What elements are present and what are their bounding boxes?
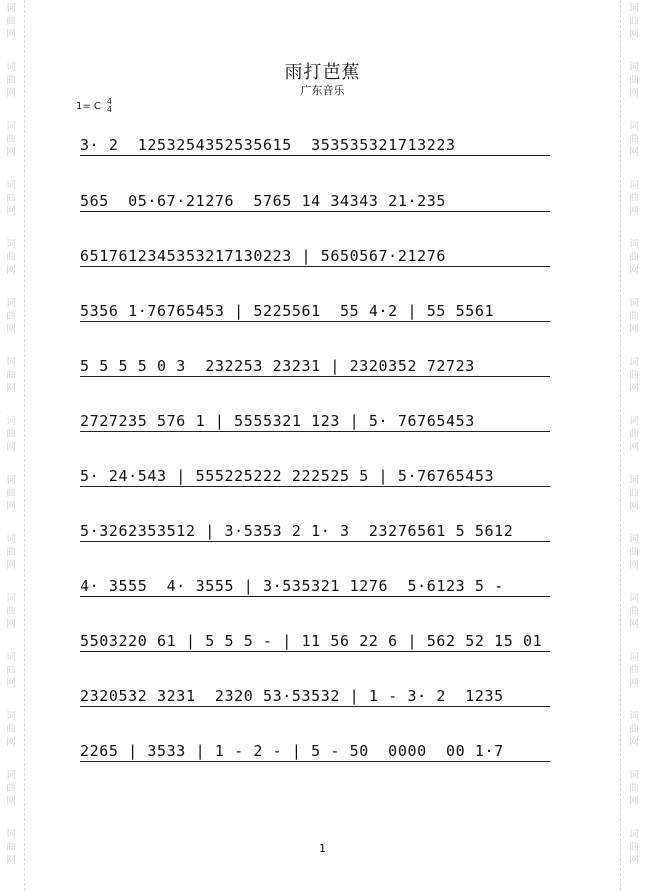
watermark-char: 词 [629,652,639,663]
key-signature [76,98,112,114]
watermark-left-3 [4,120,18,159]
watermark-char: 曲 [6,16,16,27]
watermark-char: 曲 [629,783,639,794]
watermark-char: 曲 [6,252,16,263]
watermark-left-10 [4,533,18,572]
watermark-char: 词 [6,357,16,368]
watermark-char: 词 [629,121,639,132]
watermark-char: 网 [6,265,16,276]
watermark-char: 曲 [629,547,639,558]
watermark-char: 网 [629,206,639,217]
watermark-char: 词 [6,652,16,663]
watermark-char: 网 [6,619,16,630]
watermark-right-6 [627,297,641,336]
watermark-char: 网 [629,737,639,748]
watermark-left-11 [4,592,18,631]
watermark-char: 曲 [6,193,16,204]
score-line-8: 5·3262353512 | 3·5353 2 1· 3 23276561 5 5612 [80,520,562,546]
watermark-char: 网 [6,678,16,689]
watermark-char: 网 [6,737,16,748]
watermark-right-14 [627,769,641,808]
watermark-char: 词 [6,416,16,427]
watermark-char: 词 [629,829,639,840]
watermark-left-12 [4,651,18,690]
watermark-left-8 [4,415,18,454]
watermark-right-11 [627,592,641,631]
watermark-right-8 [627,415,641,454]
watermark-left-1 [4,2,18,41]
watermark-char: 网 [6,560,16,571]
score-line-1: 3· 2 1253254352535615 353535321713223 [80,134,562,160]
key-label: 1= C [76,100,101,112]
watermark-left-5 [4,238,18,277]
watermark-char: 网 [629,442,639,453]
watermark-char: 曲 [629,488,639,499]
watermark-right-7 [627,356,641,395]
watermark-char: 曲 [6,547,16,558]
watermark-right-1 [627,2,641,41]
watermark-char: 网 [6,442,16,453]
watermark-char: 曲 [629,75,639,86]
watermark-right-5 [627,238,641,277]
page-number: 1 [319,842,326,855]
watermark-char: 词 [629,62,639,73]
watermark-char: 曲 [6,75,16,86]
watermark-right-3 [627,120,641,159]
watermark-char: 网 [629,324,639,335]
watermark-char: 词 [629,180,639,191]
left-watermark-strip [0,0,25,891]
watermark-char: 曲 [6,842,16,853]
watermark-right-12 [627,651,641,690]
watermark-right-13 [627,710,641,749]
watermark-char: 曲 [629,311,639,322]
watermark-right-10 [627,533,641,572]
watermark-char: 网 [629,796,639,807]
watermark-char: 曲 [6,783,16,794]
watermark-left-9 [4,474,18,513]
watermark-char: 词 [629,475,639,486]
time-signature [107,98,112,114]
watermark-char: 词 [6,62,16,73]
watermark-right-9 [627,474,641,513]
watermark-char: 网 [6,796,16,807]
watermark-char: 曲 [6,429,16,440]
watermark-char: 词 [629,239,639,250]
score-line-2: 565 05·67·21276 5765 14 34343 21·235 [80,190,562,216]
watermark-char: 曲 [6,311,16,322]
score-line-9: 4· 3555 4· 3555 | 3·535321 1276 5·6123 5 - [80,575,562,601]
watermark-char: 网 [629,855,639,866]
watermark-char: 曲 [629,724,639,735]
watermark-char: 网 [6,147,16,158]
watermark-char: 网 [6,206,16,217]
watermark-char: 网 [629,383,639,394]
watermark-char: 词 [6,180,16,191]
watermark-char: 曲 [629,429,639,440]
watermark-char: 曲 [629,16,639,27]
watermark-char: 曲 [629,252,639,263]
watermark-char: 词 [629,593,639,604]
watermark-right-4 [627,179,641,218]
watermark-char: 词 [629,770,639,781]
watermark-char: 网 [629,29,639,40]
watermark-left-6 [4,297,18,336]
watermark-left-4 [4,179,18,218]
score-line-6: 2727235 576 1 | 5555321 123 | 5· 76765453 [80,410,562,436]
watermark-char: 词 [6,829,16,840]
watermark-char: 词 [6,770,16,781]
watermark-char: 曲 [629,665,639,676]
watermark-char: 曲 [629,193,639,204]
watermark-char: 网 [6,88,16,99]
watermark-char: 词 [629,416,639,427]
score-line-3: 6517612345353217130223 | 5650567·21276 [80,245,562,271]
watermark-char: 网 [629,560,639,571]
watermark-char: 网 [629,619,639,630]
watermark-char: 词 [6,534,16,545]
score-line-7: 5· 24·543 | 555225222 222525 5 | 5·76765453 [80,465,562,491]
watermark-char: 词 [6,298,16,309]
watermark-char: 词 [629,534,639,545]
score-line-10: 5503220 61 | 5 5 5 - | 11 56 22 6 | 562 52 15 01 [80,630,562,656]
watermark-char: 网 [6,324,16,335]
watermark-left-14 [4,769,18,808]
watermark-char: 网 [6,29,16,40]
watermark-char: 网 [6,855,16,866]
watermark-char: 曲 [629,842,639,853]
watermark-char: 曲 [629,606,639,617]
watermark-char: 网 [6,501,16,512]
watermark-char: 曲 [629,134,639,145]
right-watermark-strip [620,0,645,891]
score-line-4: 5356 1·76765453 | 5225561 55 4·2 | 55 5561 [80,300,562,326]
watermark-left-13 [4,710,18,749]
watermark-char: 曲 [6,134,16,145]
watermark-char: 网 [6,383,16,394]
watermark-char: 网 [629,265,639,276]
watermark-char: 曲 [6,724,16,735]
watermark-char: 词 [6,593,16,604]
time-top: 4 [106,97,112,106]
watermark-char: 词 [6,475,16,486]
song-subtitle: 广东音乐 [300,84,345,97]
watermark-char: 词 [629,298,639,309]
watermark-char: 曲 [629,370,639,381]
watermark-char: 词 [6,121,16,132]
watermark-char: 词 [6,3,16,14]
watermark-char: 曲 [6,370,16,381]
watermark-char: 词 [6,239,16,250]
score-line-12: 2265 | 3533 | 1 - 2 - | 5 - 50 0000 00 1·7 [80,740,562,766]
watermark-char: 网 [629,501,639,512]
watermark-char: 词 [629,357,639,368]
time-bottom: 4 [106,105,112,114]
watermark-char: 词 [629,711,639,722]
score-line-5: 5 5 5 5 0 3 232253 23231 | 2320352 72723 [80,355,562,381]
watermark-char: 词 [629,3,639,14]
song-title: 雨打芭蕉 [284,62,361,83]
watermark-char: 曲 [6,488,16,499]
watermark-char: 网 [629,147,639,158]
watermark-char: 曲 [6,665,16,676]
watermark-char: 网 [629,88,639,99]
score-line-11: 2320532 3231 2320 53·53532 | 1 - 3· 2 1235 [80,685,562,711]
watermark-char: 网 [629,678,639,689]
watermark-char: 词 [6,711,16,722]
watermark-char: 曲 [6,606,16,617]
watermark-left-7 [4,356,18,395]
